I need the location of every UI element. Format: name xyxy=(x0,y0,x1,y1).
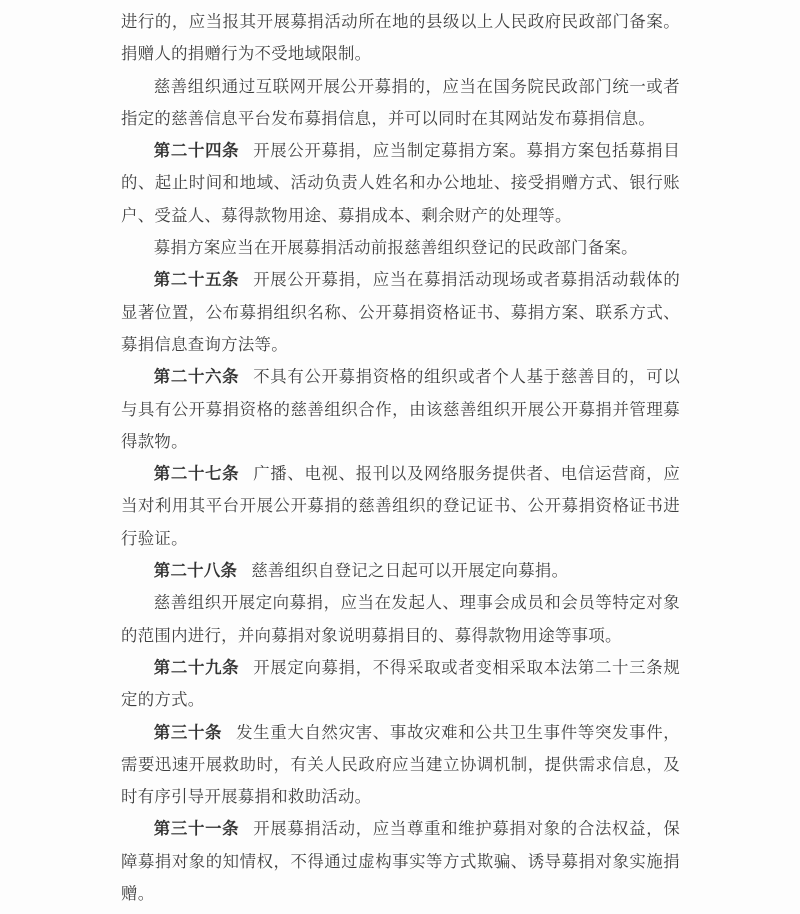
paragraph xyxy=(121,813,680,910)
paragraph-text: 发生重大自然灾害、事故灾难和公共卫生事件等突发事件，需要迅速开展救助时，有关人民政府应当建立协调机制，提供需求信息，及时有序引导开展募捐和救助活动。 xyxy=(121,722,680,807)
paragraph xyxy=(121,717,680,814)
paragraph xyxy=(121,361,680,458)
paragraph xyxy=(121,6,680,71)
paragraph-text: 不具有公开募捐资格的组织或者个人基于慈善目的，可以与具有公开募捐资格的慈善组织合作，由该慈善组织开展公开募捐并管理募得款物。 xyxy=(121,367,681,451)
paragraph xyxy=(121,232,680,264)
paragraph-text: 开展公开募捐，应当制定募捐方案。募捐方案包括募捐目的、起止时间和地域、活动负责人姓名和办公地址、接受捐赠方式、银行账户、受益人、募得款物用途、募捐成本、剩余财产的处理等。 xyxy=(121,141,681,225)
paragraph xyxy=(121,264,680,361)
article-number: 第二十四条 xyxy=(153,141,240,161)
paragraph-text: 开展公开募捐，应当在募捐活动现场或者募捐活动载体的显著位置，公布募捐组织名称、公开募捐资格证书、募捐方案、联系方式、募捐信息查询方法等。 xyxy=(121,270,681,354)
paragraph-text: 慈善组织开展定向募捐，应当在发起人、理事会成员和会员等特定对象的范围内进行，并向募捐对象说明募捐目的、募得款物用途等事项。 xyxy=(121,593,680,645)
paragraph xyxy=(121,71,680,136)
article-number: 第二十八条 xyxy=(153,561,238,581)
paragraph-text: 慈善组织通过互联网开展公开募捐的，应当在国务院民政部门统一或者指定的慈善信息平台发布募捐信息，并可以同时在其网站发布募捐信息。 xyxy=(121,76,680,128)
paragraph xyxy=(121,458,680,555)
paragraph xyxy=(121,135,680,232)
paragraph-text: 开展募捐活动，应当尊重和维护募捐对象的合法权益，保障募捐对象的知情权，不得通过虚构事实等方式欺骗、诱导募捐对象实施捐赠。 xyxy=(121,819,681,904)
paragraph-text: 进行的，应当报其开展募捐活动所在地的县级以上人民政府民政部门备案。捐赠人的捐赠行为不受地域限制。 xyxy=(121,12,680,64)
paragraph xyxy=(121,652,680,717)
paragraph-text: 开展定向募捐，不得采取或者变相采取本法第二十三条规定的方式。 xyxy=(121,657,681,710)
article-number: 第二十五条 xyxy=(153,270,240,290)
paragraph-text: 慈善组织自登记之日起可以开展定向募捐。 xyxy=(251,561,569,581)
paragraph-text: 募捐方案应当在开展募捐活动前报慈善组织登记的民政部门备案。 xyxy=(153,238,638,258)
article-number: 第二十六条 xyxy=(153,367,240,387)
paragraph xyxy=(121,587,680,652)
article-number: 第三十一条 xyxy=(153,819,240,839)
article-number: 第三十条 xyxy=(153,722,223,742)
paragraph-text: 广播、电视、报刊以及网络服务提供者、电信运营商，应当对利用其平台开展公开募捐的慈善组织的登记证书、公开募捐资格证书进行验证。 xyxy=(121,464,681,548)
paragraph xyxy=(121,555,680,587)
article-number: 第二十七条 xyxy=(153,464,240,484)
article-number: 第二十九条 xyxy=(153,657,240,677)
